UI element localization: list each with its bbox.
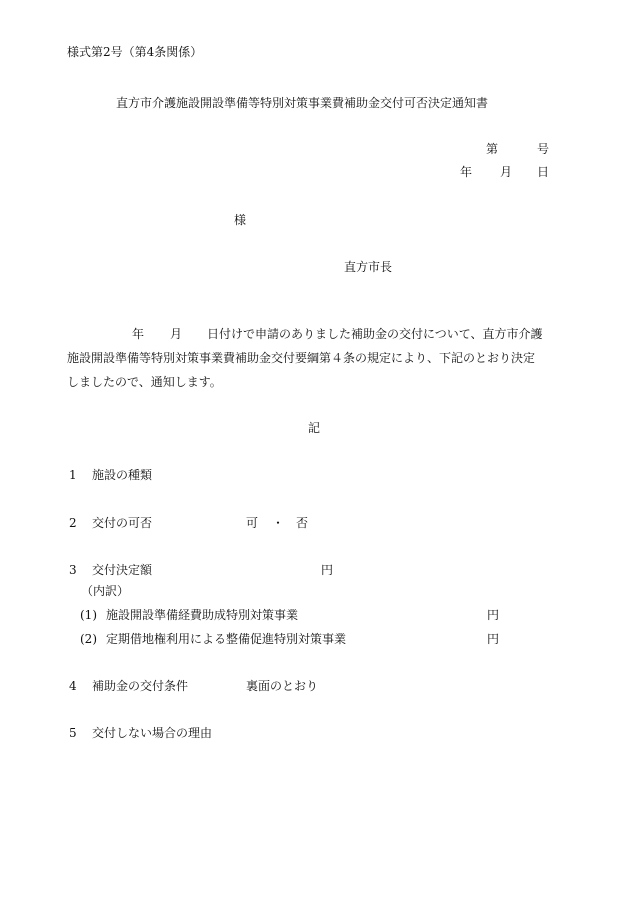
form-number: 様式第2号（第4条関係） xyxy=(67,45,203,59)
body-month: 月 xyxy=(170,327,183,341)
ki-heading: 記 xyxy=(308,421,321,435)
date-year: 年 xyxy=(460,165,473,179)
item-2-number: 2 xyxy=(69,516,77,530)
item-3-sub1-yen: 円 xyxy=(487,608,500,622)
item-3-sub2-yen: 円 xyxy=(487,632,500,646)
item-5-number: 5 xyxy=(69,726,77,740)
item-4-label: 補助金の交付条件 xyxy=(92,679,189,693)
item-3-number: 3 xyxy=(69,563,77,577)
item-3-sub1-number: (1) xyxy=(80,608,97,622)
doc-number-dai: 第 xyxy=(486,142,499,156)
sender: 直方市長 xyxy=(344,260,393,274)
item-4-value: 裏面のとおり xyxy=(246,679,319,693)
item-3-sub2-label: 定期借地権利用による整備促進特別対策事業 xyxy=(106,632,347,646)
item-2-ka: 可 xyxy=(246,516,259,530)
item-1-label: 施設の種類 xyxy=(92,468,153,482)
item-2-label: 交付の可否 xyxy=(92,516,153,530)
body-year: 年 xyxy=(132,327,145,341)
document-title: 直方市介護施設開設準備等特別対策事業費補助金交付可否決定通知書 xyxy=(116,96,489,110)
item-4-number: 4 xyxy=(69,679,77,693)
item-5-label: 交付しない場合の理由 xyxy=(92,726,213,740)
addressee: 様 xyxy=(234,213,247,227)
item-3-yen: 円 xyxy=(321,563,334,577)
date-month: 月 xyxy=(500,165,513,179)
body-line2: 施設開設準備等特別対策事業費補助金交付要綱第４条の規定により、下記のとおり決定 xyxy=(67,351,536,365)
item-3-sub2-number: (2) xyxy=(80,632,97,646)
item-3-sub1-label: 施設開設準備経費助成特別対策事業 xyxy=(106,608,299,622)
date-day: 日 xyxy=(537,165,550,179)
item-2-dot: ・ xyxy=(272,516,285,530)
doc-number-gou: 号 xyxy=(537,142,550,156)
item-2-hi: 否 xyxy=(296,516,309,530)
item-3-breakdown-label: （内訳） xyxy=(81,584,130,598)
item-1-number: 1 xyxy=(69,468,77,482)
item-3-label: 交付決定額 xyxy=(92,563,153,577)
body-line1: 日付けで申請のありました補助金の交付について、直方市介護 xyxy=(207,327,543,341)
body-line3: しましたので、通知します。 xyxy=(67,375,222,389)
